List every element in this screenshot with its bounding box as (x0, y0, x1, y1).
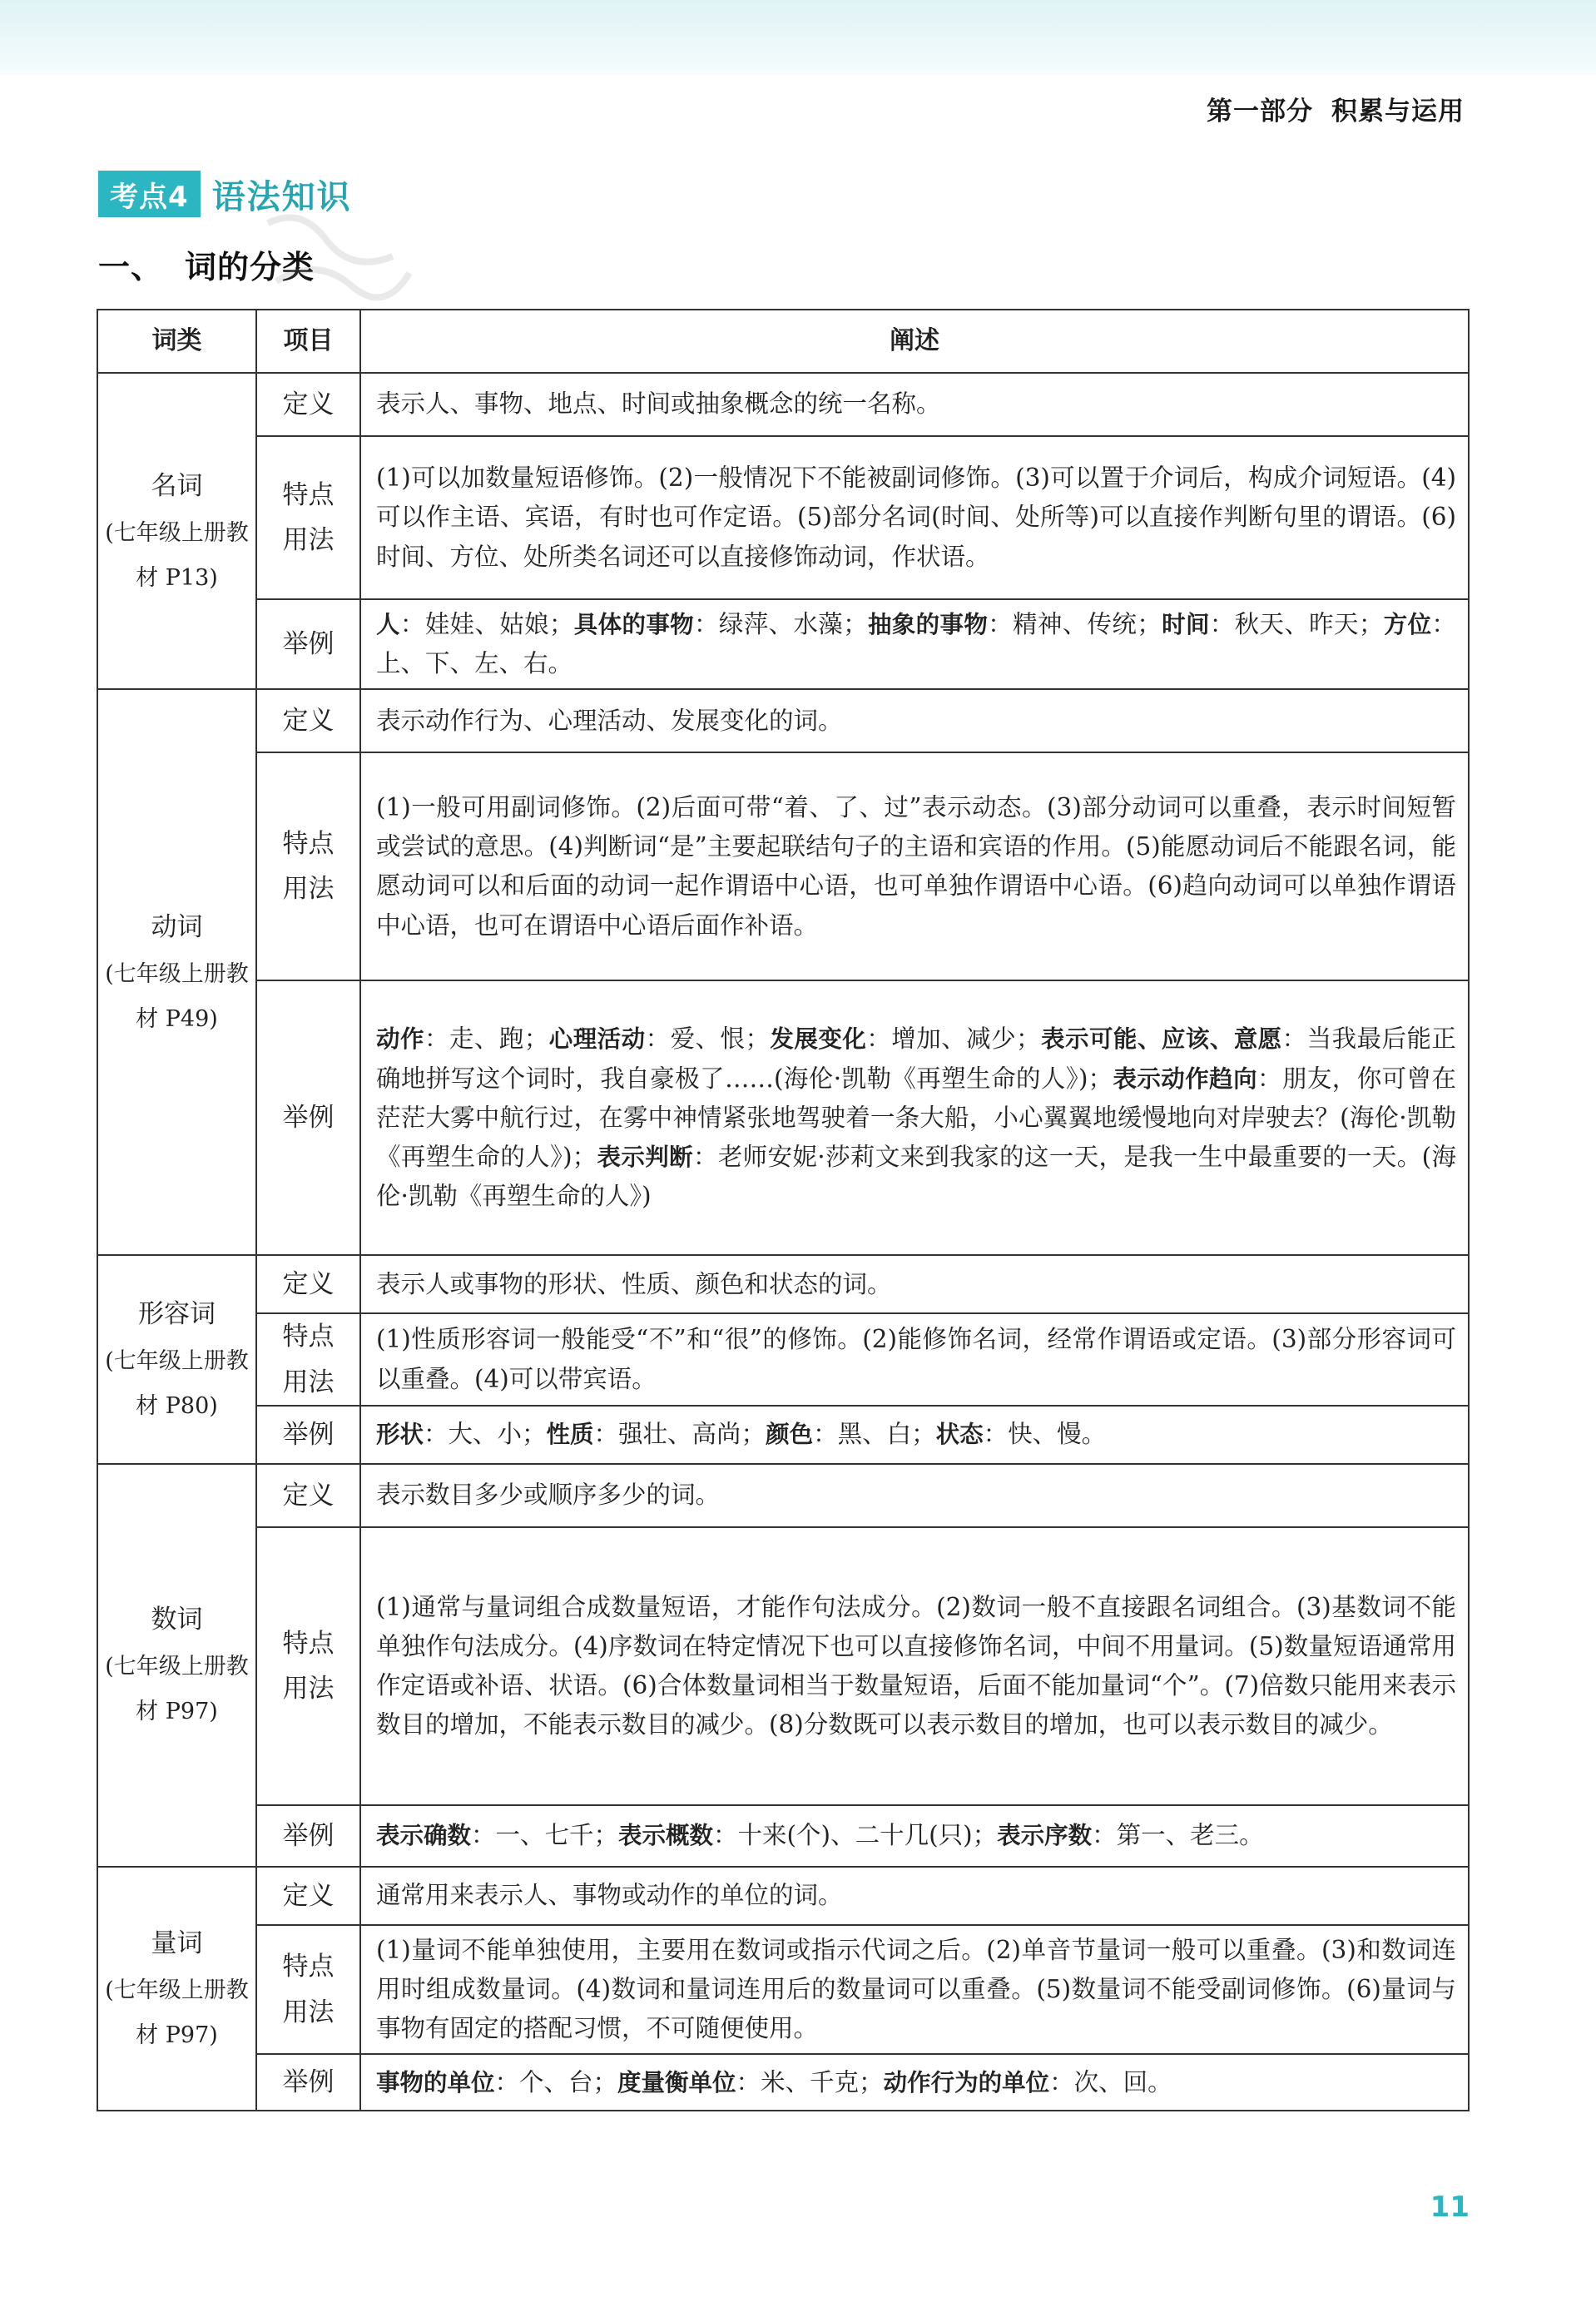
subheading-number: 一、 (98, 249, 164, 285)
word-class-cell (97, 1464, 256, 1867)
feature-label: 特点用法 (256, 1925, 360, 2055)
example-category: 颜色 (766, 1421, 814, 1449)
definition-text: 表示人或事物的形状、性质、颜色和状态的词。 (360, 1255, 1469, 1313)
example-words: ：次、回。 (1049, 2067, 1172, 2096)
word-class-name: 动词 (151, 911, 203, 942)
example-category: 状态 (935, 1421, 984, 1449)
table-row (97, 980, 1469, 1255)
example-category: 人 (376, 611, 400, 638)
definition-text: 通常用来表示人、事物或动作的单位的词。 (360, 1867, 1469, 1925)
section-heading (98, 171, 352, 217)
example-category: 时间 (1161, 611, 1210, 638)
textbook-reference: (七年级上册教材 P97) (105, 1654, 249, 1725)
example-words: ：强壮、高尚； (593, 1420, 766, 1449)
word-class-cell (97, 1867, 256, 2111)
word-class-cell (97, 1255, 256, 1464)
col-header-item: 项目 (256, 310, 360, 373)
example-words: ：一、七千； (471, 1821, 619, 1850)
example-category: 形状 (376, 1421, 424, 1449)
textbook-reference: (七年级上册教材 P49) (105, 960, 249, 1032)
definition-label: 定义 (256, 1255, 360, 1313)
textbook-reference: (七年级上册教材 P97) (105, 1977, 249, 2049)
table-row (97, 1464, 1469, 1527)
example-words: ：朋友，你可曾在茫茫大雾中航行过，在雾中神情紧张地驾驶着一条大船，小心翼翼地缓慢地向对岸驶去？(海伦·凯勒《再塑生命的人》)； (376, 1064, 1456, 1171)
example-category: 表示动作趋向 (1113, 1064, 1258, 1093)
example-words: ：秋天、昨天； (1209, 610, 1384, 638)
table-row (97, 1255, 1469, 1313)
example-category: 动作 (376, 1025, 424, 1054)
section-title: 语法知识 (211, 177, 352, 216)
section-badge: 考点4 (98, 171, 201, 217)
word-class-cell (97, 373, 256, 689)
table-row (97, 1925, 1469, 2055)
feature-text: (1)量词不能单独使用，主要用在数词或指示代词之后。(2)单音节量词一般可以重叠。(3)和数词连用时组成数量词。(4)数词和量词连用后的数量词可以重叠。(5)数量词不能受副词修饰。(6)量词与事物有固定的搭配习惯，不可随便使用。 (360, 1925, 1469, 2055)
feature-text: (1)通常与量词组合成数量短语，才能作句法成分。(2)数词一般不直接跟名词组合。(3)基数词不能单独作句法成分。(4)序数词在特定情况下也可以直接修饰名词，中间不用量词。(5)数量短语通常用作定语或补语、状语。(6)合体数量词相当于数量短语，后面不能加量词“个”。(7)倍数只能用来表示数目的增加，不能表示数目的减少。(8)分数既可以表示数目的增加，也可以表示数目的减少。 (360, 1527, 1469, 1805)
table-row (97, 373, 1469, 436)
example-words: ：第一、老三。 (1092, 1821, 1264, 1850)
example-category: 发展变化 (769, 1025, 867, 1054)
feature-text: (1)可以加数量短语修饰。(2)一般情况下不能被副词修饰。(3)可以置于介词后，构成介词短语。(4)可以作主语、宾语，有时也可作定语。(5)部分名词(时间、处所等)可以直接作判断句里的谓语。(6)时间、方位、处所类名词还可以直接修饰动词，作状语。 (360, 436, 1469, 599)
col-header-desc: 阐述 (360, 310, 1469, 373)
table-body (97, 373, 1469, 2111)
header-topic: 积累与运用 (1331, 97, 1465, 127)
subheading (98, 241, 315, 287)
example-category: 表示判断 (597, 1143, 693, 1171)
example-words: ：当我最后能正确地拼写这个词时，我自豪极了……(海伦·凯勒《再塑生命的人》)； (376, 1025, 1456, 1093)
table-row (97, 752, 1469, 980)
definition-label: 定义 (256, 1464, 360, 1527)
example-category: 抽象的事物 (867, 611, 989, 638)
example-words: ：绿萍、水藻； (694, 610, 868, 638)
word-class-table (97, 309, 1470, 2111)
feature-label: 特点用法 (256, 1313, 360, 1406)
feature-text: (1)性质形容词一般能受“不”和“很”的修饰。(2)能修饰名词，经常作谓语或定语。(3)部分形容词可以重叠。(4)可以带宾语。 (360, 1313, 1469, 1406)
definition-text: 表示人、事物、地点、时间或抽象概念的统一名称。 (360, 373, 1469, 436)
example-text (360, 1805, 1469, 1867)
feature-text: (1)一般可用副词修饰。(2)后面可带“着、了、过”表示动态。(3)部分动词可以重叠，表示时间短暂或尝试的意思。(4)判断词“是”主要起联结句子的主语和宾语的作用。(5)能愿动词后不能跟名词，能愿动词可以和后面的动词一起作谓语中心语，也可单独作谓语中心语。(6)趋向动词可以单独作谓语中心语，也可在谓语中心语后面作补语。 (360, 752, 1469, 980)
definition-label: 定义 (256, 689, 360, 752)
header-band (0, 0, 1596, 75)
subheading-title: 词的分类 (185, 249, 315, 285)
example-text (360, 980, 1469, 1255)
word-class-name: 形容词 (138, 1299, 216, 1330)
header-part: 第一部分 (1207, 97, 1313, 127)
table-row (97, 689, 1469, 752)
example-category: 度量衡单位 (617, 2068, 736, 2096)
definition-text: 表示动作行为、心理活动、发展变化的词。 (360, 689, 1469, 752)
example-words: ：老师安妮·莎莉文来到我家的这一天，是我一生中最重要的一天。(海伦·凯勒《再塑生命的人》) (376, 1142, 1456, 1211)
example-text (360, 2054, 1469, 2111)
example-label: 举例 (256, 1805, 360, 1867)
example-label: 举例 (256, 2054, 360, 2111)
example-text (360, 1406, 1469, 1464)
example-category: 事物的单位 (376, 2068, 495, 2096)
example-words: ：娃娃、姑娘； (399, 610, 574, 638)
example-words: ：黑、白； (813, 1420, 936, 1449)
definition-label: 定义 (256, 1867, 360, 1925)
feature-label: 特点用法 (256, 752, 360, 980)
textbook-reference: (七年级上册教材 P13) (105, 519, 249, 591)
word-class-name: 量词 (151, 1928, 203, 1959)
table-row (97, 1406, 1469, 1464)
example-category: 具体的事物 (573, 611, 695, 638)
example-category: 动作行为的单位 (883, 2068, 1050, 2096)
table-row (97, 2054, 1469, 2111)
example-words: ：个、台； (494, 2067, 618, 2096)
col-header-class: 词类 (97, 310, 256, 373)
example-category: 心理活动 (548, 1025, 646, 1054)
example-words: ：米、千克； (736, 2067, 884, 2096)
page-header (1207, 90, 1465, 127)
word-class-name: 数词 (151, 1605, 203, 1635)
word-class-name: 名词 (151, 470, 203, 501)
example-words: ：快、慢。 (983, 1420, 1107, 1449)
example-category: 表示确数 (376, 1822, 472, 1850)
feature-label: 特点用法 (256, 436, 360, 599)
example-words: ：上、下、左、右。 (376, 610, 1456, 678)
textbook-reference: (七年级上册教材 P80) (105, 1348, 249, 1420)
table-row (97, 436, 1469, 599)
example-category: 表示可能、应该、意愿 (1040, 1025, 1282, 1054)
example-words: ：走、跑； (424, 1025, 549, 1054)
page-number: 11 (1430, 2191, 1470, 2224)
example-category: 性质 (546, 1421, 594, 1449)
feature-label: 特点用法 (256, 1527, 360, 1805)
example-category: 表示序数 (997, 1822, 1093, 1850)
example-category: 表示概数 (618, 1822, 714, 1850)
word-class-cell (97, 689, 256, 1255)
example-words: ：增加、减少； (866, 1025, 1041, 1054)
example-label: 举例 (256, 599, 360, 689)
example-words: ：大、小； (424, 1420, 547, 1449)
table-header-row (97, 310, 1469, 373)
example-words: ：十来(个)、二十几(只)； (713, 1821, 998, 1850)
table-row (97, 1527, 1469, 1805)
definition-text: 表示数目多少或顺序多少的词。 (360, 1464, 1469, 1527)
example-text (360, 599, 1469, 689)
table-row (97, 1805, 1469, 1867)
table-row (97, 1313, 1469, 1406)
example-words: ：爱、恨； (645, 1025, 770, 1054)
table-row (97, 599, 1469, 689)
example-label: 举例 (256, 980, 360, 1255)
example-category: 方位 (1383, 611, 1432, 638)
definition-label: 定义 (256, 373, 360, 436)
example-label: 举例 (256, 1406, 360, 1464)
table-row (97, 1867, 1469, 1925)
example-words: ：精神、传统； (988, 610, 1162, 638)
